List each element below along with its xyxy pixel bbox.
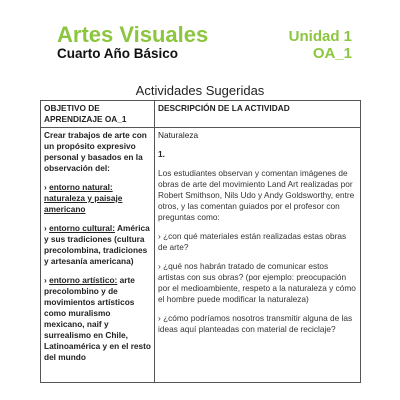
description-column-header: DESCRIPCIÓN DE LA ACTIVIDAD bbox=[155, 101, 361, 128]
activity-paragraph: Los estudiantes observan y comentan imágenes de obras de arte del movimiento Land Art realizadas por Robert Smithson, Nils Udo y Andy Goldsworthy, entre otros, y las comentan guiados por el profesor con preguntas como: bbox=[158, 168, 355, 222]
page-subtitle: Cuarto Año Básico bbox=[57, 46, 179, 61]
objective-cell bbox=[41, 128, 155, 383]
objective-item-label: entorno cultural: bbox=[49, 223, 115, 233]
activity-question: › ¿con qué materiales están realizadas estas obras de arte? bbox=[158, 231, 347, 252]
activity-number: 1. bbox=[158, 149, 165, 159]
bullet-icon: › bbox=[44, 182, 47, 192]
activity-topic: Naturaleza bbox=[158, 130, 199, 140]
activity-question: › ¿cómo podríamos nosotros transmitir alguna de las ideas aquí planteadas con material de reciclaje? bbox=[158, 313, 353, 334]
activity-question: › ¿qué nos habrán tratado de comunicar estos artistas con sus obras? (por ejemplo: preocupación por el medioambiente, respeto a la naturaleza y cómo el hombre puede modificar la naturaleza) bbox=[158, 261, 356, 304]
bullet-icon: › bbox=[44, 223, 47, 233]
objective-item bbox=[44, 182, 151, 215]
section-title: Actividades Sugeridas bbox=[135, 83, 265, 98]
oa-label: OA_1 bbox=[312, 45, 352, 62]
bullet-icon: › bbox=[44, 275, 47, 285]
objective-item-text: arte precolombino y de movimientos artísticos como muralismo mexicano, naif y surrealismo en Chile, Latinoamérica y en el resto del mundo bbox=[44, 275, 151, 362]
objective-column-header: OBJETIVO DE APRENDIZAJE OA_1 bbox=[41, 101, 155, 128]
unit-label: Unidad 1 bbox=[288, 28, 352, 45]
description-cell bbox=[155, 128, 361, 383]
objective-item bbox=[44, 275, 151, 363]
objective-item bbox=[44, 223, 151, 267]
page-title: Artes Visuales bbox=[57, 22, 209, 47]
activities-table bbox=[40, 100, 361, 383]
table-row bbox=[41, 128, 361, 383]
objective-intro: Crear trabajos de arte con un propósito expresivo personal y basados en la observación del: bbox=[44, 130, 147, 173]
objective-item-label: entorno artístico: bbox=[49, 275, 118, 285]
objective-item-text: América y sus tradiciones (cultura precolombina, tradiciones y artesanía americana) bbox=[44, 223, 150, 266]
table-header-row bbox=[41, 101, 361, 128]
objective-item-label: entorno natural: naturaleza y paisaje americano bbox=[44, 182, 123, 214]
